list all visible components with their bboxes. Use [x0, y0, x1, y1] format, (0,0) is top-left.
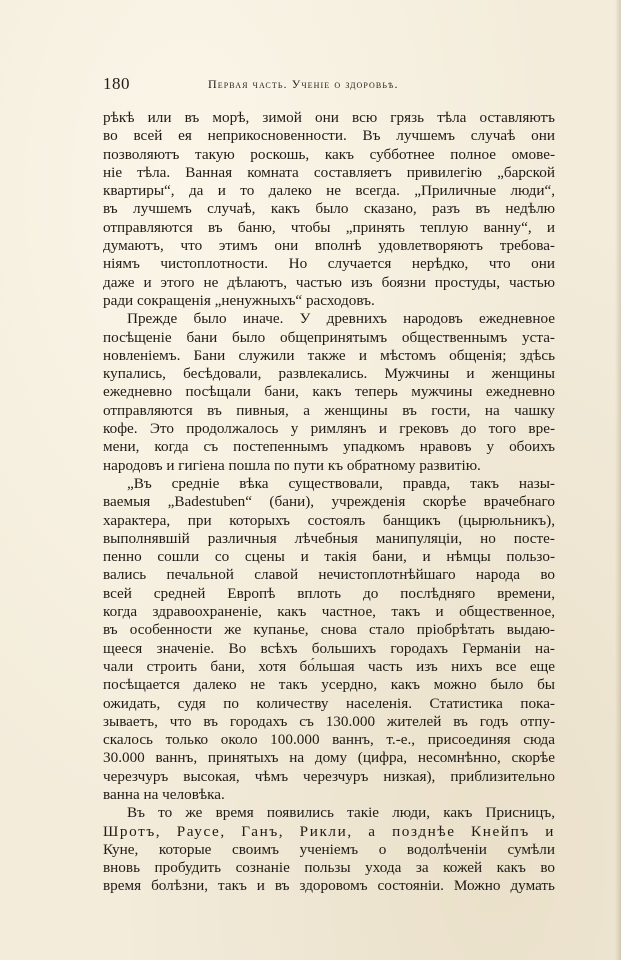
text-line: ожидать, судя по количеству населенія. Статистика пока- [103, 694, 555, 712]
text-line: посѣщается далеко не такъ усердно, какъ можно было бы [103, 676, 555, 694]
text-line: купались, бесѣдовали, развлекались. Мужчины и женщины [103, 365, 555, 383]
text-line: въ лучшемъ случаѣ, какъ было сказано, разъ въ недѣлю [103, 200, 555, 218]
text-line: ніе тѣла. Ванная комната составляетъ привилегію „барской [103, 163, 555, 181]
page-edge-shadow [615, 0, 621, 960]
text-line: вались печальной славой нечистоплотнѣйшаго народа во [103, 566, 555, 584]
text-line: кофе. Это продолжалось у римлянъ и грековъ до того вре- [103, 420, 555, 438]
text-line: думаютъ, что этимъ они вполнѣ удовлетворяютъ требова- [103, 237, 555, 255]
text-line: ради сокращенія „ненужныхъ“ расходовъ. [103, 291, 375, 309]
text-line: чали строить бани, хотя бо́льшая часть изъ нихъ все еще [103, 657, 555, 675]
page-number: 180 [103, 74, 130, 93]
text-line: посѣщеніе бани было общепринятымъ общественнымъ уста- [103, 328, 555, 346]
text-line: даже и этого не дѣлаютъ, частью изъ боязни простуды, частью [103, 273, 555, 291]
text-line: во всей ея неприкосновенности. Въ лучшемъ случаѣ они [103, 127, 555, 145]
text-line: Шротъ, Раусе, Ганъ, Рикли, а позднѣе Кнейпъ и [103, 822, 555, 840]
text-line: ванна на человѣка. [103, 785, 225, 803]
text-line: ніямъ чистоплотности. Но случается нерѣдко, что они [103, 255, 555, 273]
text-line: ежедневно посѣщали бани, какъ теперь мужчины ежедневно [103, 383, 555, 401]
text-line: въ особенности же купанье, снова стало пріобрѣтать выдаю- [103, 621, 555, 639]
text-line: „Въ средніе вѣка существовали, правда, такъ назы- [127, 474, 555, 492]
running-head: Первая часть. Ученіе о здоровьѣ. [208, 77, 399, 91]
text-line: пенно сошли со сцены и такія бани, и нѣмцы пользо- [103, 548, 555, 566]
text-line: щееся значеніе. Во всѣхъ большихъ городахъ Германіи на- [103, 639, 555, 657]
text-line: вновь пробудить сознаніе пользы ухода за кожей какъ во [103, 859, 555, 877]
text-line: когда здравоохраненіе, какъ частное, такъ и общественное, [103, 603, 555, 621]
text-line: всей средней Европѣ вплоть до послѣдняго времени, [103, 584, 555, 602]
text-line: время болѣзни, такъ и въ здоровомъ состояніи. Можно думать [103, 877, 555, 895]
text-line: мени, когда съ постепеннымъ упадкомъ нравовъ у обоихъ [103, 438, 555, 456]
page-header [103, 74, 555, 96]
text-line: черезчуръ высокая, чѣмъ черезчуръ низкая), приблизительно [103, 767, 555, 785]
text-line: новленіемъ. Бани служили также и мѣстомъ общенія; здѣсь [103, 346, 555, 364]
text-line: характера, при которыхъ состоялъ банщикъ (цырюльникъ), [103, 511, 555, 529]
text-line: Прежде было иначе. У древнихъ народовъ ежедневное [127, 310, 555, 328]
text-line: позволяютъ такую роскошь, какъ субботнее полное омове- [103, 145, 555, 163]
text-line: квартиры“, да и то далеко не всегда. „Приличные люди“, [103, 182, 555, 200]
text-line: рѣкѣ или въ морѣ, зимой они всю грязь тѣла оставляютъ [103, 109, 555, 126]
text-line: Въ то же время появились такіе люди, какъ Присницъ, [127, 804, 555, 822]
text-line: выполнявшій различныя лѣчебныя манипуляціи, но посте- [103, 529, 555, 547]
text-line: Куне, которые своимъ ученіемъ о водолѣченіи сумѣли [103, 840, 555, 858]
text-line: отправляются въ пивныя, а женщины въ гости, на чашку [103, 401, 555, 419]
text-line: 30.000 ваннъ, принятыхъ на дому (цифра, несомнѣнно, скорѣе [103, 749, 555, 767]
text-line: народовъ и гигіена пошла по пути къ обратному развитію. [103, 456, 481, 474]
text-line: зываетъ, что въ городахъ съ 130.000 жителей въ годъ отпу- [103, 712, 555, 730]
body-text [103, 109, 555, 896]
text-line: отправляются въ баню, чтобы „принять теплую ванну“, и [103, 218, 555, 236]
text-line: ваемыя „Badestuben“ (бани), учрежденія скорѣе врачебнаго [103, 493, 555, 511]
text-line: скалось только около 100.000 ваннъ, т.-е., присоединяя сюда [103, 731, 555, 749]
